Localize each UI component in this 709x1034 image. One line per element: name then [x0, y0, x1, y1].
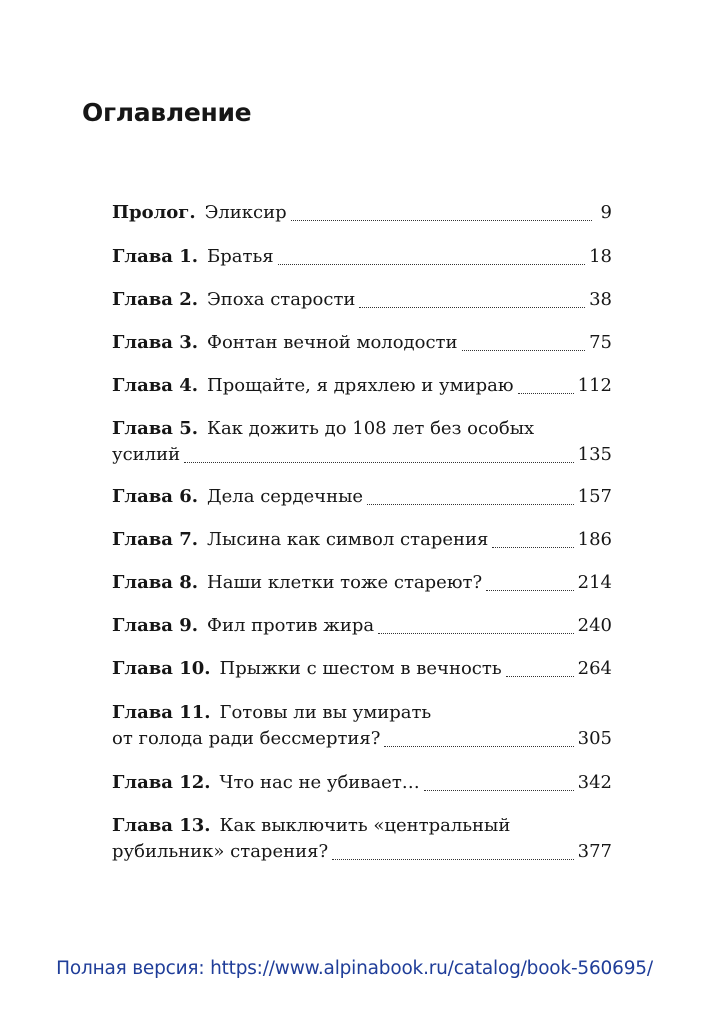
chapter-title: Дела сердечные — [207, 486, 364, 507]
toc-entry-line — [112, 486, 612, 512]
dot-leader — [384, 745, 573, 747]
chapter-label: Глава 13. — [112, 815, 211, 836]
toc-entry-line — [112, 702, 612, 728]
dot-leader — [184, 461, 574, 463]
toc-entry[interactable] — [112, 772, 612, 798]
toc-entry-line — [112, 444, 612, 470]
chapter-title: Лысина как символ старения — [207, 529, 489, 550]
chapter-label: Глава 1. — [112, 246, 199, 267]
dot-leader — [359, 306, 585, 308]
page-number: 186 — [577, 529, 612, 550]
page-number: 9 — [600, 202, 612, 223]
page-number: 377 — [577, 841, 612, 862]
toc-entry-line — [112, 202, 612, 228]
chapter-label: Глава 5. — [112, 418, 199, 439]
toc-entry[interactable] — [112, 658, 612, 684]
toc-entry-line — [112, 418, 612, 444]
page-number: 214 — [577, 572, 612, 593]
page-number: 305 — [577, 728, 612, 749]
toc-entry-line — [112, 772, 612, 798]
toc-entry[interactable] — [112, 332, 612, 358]
chapter-label: Глава 9. — [112, 615, 199, 636]
dot-leader — [424, 789, 574, 791]
chapter-title: Эпоха старости — [207, 289, 356, 310]
toc-entry[interactable] — [112, 486, 612, 512]
chapter-title: Эликсир — [204, 202, 287, 223]
dot-leader — [506, 675, 574, 677]
dot-leader — [492, 546, 573, 548]
dot-leader — [367, 503, 574, 505]
dot-leader — [462, 349, 586, 351]
chapter-title: Фонтан вечной молодости — [207, 332, 458, 353]
chapter-title: от голода ради бессмертия? — [112, 728, 381, 749]
page-number: 38 — [589, 289, 612, 310]
chapter-label: Глава 12. — [112, 772, 211, 793]
chapter-label: Глава 3. — [112, 332, 199, 353]
dot-leader — [332, 858, 574, 860]
chapter-title: рубильник» старения? — [112, 841, 329, 862]
toc-entry[interactable] — [112, 702, 612, 754]
toc-entry-line — [112, 841, 612, 867]
chapter-label: Глава 8. — [112, 572, 199, 593]
chapter-label: Глава 7. — [112, 529, 199, 550]
chapter-title: Братья — [207, 246, 274, 267]
dot-leader — [518, 392, 574, 394]
page-number: 18 — [589, 246, 612, 267]
toc-entry-line — [112, 572, 612, 598]
toc-entry-line — [112, 375, 612, 401]
toc-entry-line — [112, 728, 612, 754]
toc-entry-line — [112, 529, 612, 555]
dot-leader — [278, 263, 585, 265]
dot-leader — [291, 219, 592, 221]
toc-entry[interactable] — [112, 246, 612, 272]
page-number: 264 — [577, 658, 612, 679]
toc-entry[interactable] — [112, 375, 612, 401]
chapter-title: Что нас не убивает… — [219, 772, 420, 793]
toc-entry[interactable] — [112, 289, 612, 315]
chapter-title: усилий — [112, 444, 181, 465]
page-number: 135 — [577, 444, 612, 465]
chapter-label: Пролог. — [112, 202, 196, 223]
chapter-label: Глава 6. — [112, 486, 199, 507]
page-number: 240 — [577, 615, 612, 636]
page-number: 157 — [577, 486, 612, 507]
toc-entry[interactable] — [112, 615, 612, 641]
page-number: 342 — [577, 772, 612, 793]
page-title: Оглавление — [82, 98, 252, 127]
toc-entry-line — [112, 815, 612, 841]
toc-entry[interactable] — [112, 572, 612, 598]
toc-entry-line — [112, 246, 612, 272]
toc-entry-line — [112, 658, 612, 684]
toc-entry-line — [112, 289, 612, 315]
toc-entry[interactable] — [112, 529, 612, 555]
chapter-title: Фил против жира — [207, 615, 375, 636]
chapter-title: Наши клетки тоже стареют? — [207, 572, 483, 593]
chapter-title: Как выключить «центральный — [219, 815, 511, 836]
chapter-title: Прыжки с шестом в вечность — [219, 658, 502, 679]
toc-entry-line — [112, 332, 612, 358]
chapter-label: Глава 4. — [112, 375, 199, 396]
chapter-label: Глава 2. — [112, 289, 199, 310]
page-number: 112 — [577, 375, 612, 396]
chapter-title: Прощайте, я дряхлею и умираю — [207, 375, 514, 396]
dot-leader — [378, 632, 574, 634]
toc-entry[interactable] — [112, 815, 612, 867]
chapter-title: Готовы ли вы умирать — [219, 702, 432, 723]
chapter-label: Глава 11. — [112, 702, 211, 723]
chapter-label: Глава 10. — [112, 658, 211, 679]
chapter-title: Как дожить до 108 лет без особых — [207, 418, 535, 439]
toc-entry[interactable] — [112, 418, 612, 470]
toc-entry-line — [112, 615, 612, 641]
toc-entry[interactable] — [112, 202, 612, 228]
page-number: 75 — [589, 332, 612, 353]
dot-leader — [486, 589, 574, 591]
full-version-link[interactable]: Полная версия: https://www.alpinabook.ru/catalog/book-560695/ — [56, 958, 653, 979]
